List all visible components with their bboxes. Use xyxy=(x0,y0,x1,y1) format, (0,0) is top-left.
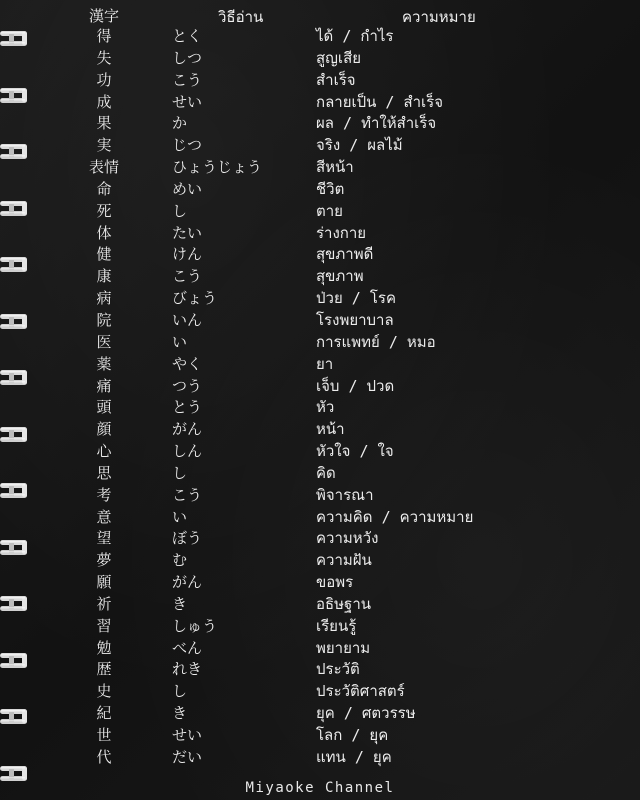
kanji-cell: 痛 xyxy=(96,376,112,395)
list-item xyxy=(0,157,640,179)
kanji-cell: 望 xyxy=(96,529,112,548)
kanji-cell: 実 xyxy=(96,136,112,155)
reading-cell: びょう xyxy=(172,289,218,308)
reading-cell: じつ xyxy=(172,136,203,155)
list-item xyxy=(0,223,640,245)
meaning-cell: ตาย xyxy=(316,201,343,220)
reading-cell: か xyxy=(172,114,188,133)
reading-cell: い xyxy=(172,507,188,526)
meaning-cell: สุขภาพ xyxy=(316,267,364,286)
list-item xyxy=(0,659,640,681)
kanji-cell: 医 xyxy=(96,332,112,351)
kanji-cell: 願 xyxy=(96,573,112,592)
list-item xyxy=(0,550,640,572)
meaning-cell: แทน / ยุค xyxy=(316,747,392,766)
kanji-cell: 勉 xyxy=(96,638,112,657)
reading-cell: しん xyxy=(172,442,203,461)
reading-cell: しつ xyxy=(172,48,203,67)
kanji-cell: 功 xyxy=(96,70,112,89)
kanji-cell: 体 xyxy=(96,223,112,242)
list-item xyxy=(0,70,640,92)
list-item xyxy=(0,638,640,660)
list-item xyxy=(0,354,640,376)
kanji-cell: 成 xyxy=(96,92,112,111)
meaning-cell: อธิษฐาน xyxy=(316,594,372,613)
reading-cell: ひょうじょう xyxy=(172,158,263,177)
meaning-cell: การแพทย์ / หมอ xyxy=(316,332,436,351)
reading-cell: がん xyxy=(172,420,203,439)
list-item xyxy=(0,397,640,419)
list-item xyxy=(0,419,640,441)
header-meaning: ความหมาย xyxy=(402,8,476,26)
list-item xyxy=(0,376,640,398)
meaning-cell: ป่วย / โรค xyxy=(316,289,396,308)
reading-cell: とく xyxy=(172,27,203,45)
reading-cell: たい xyxy=(172,223,203,242)
meaning-cell: เรียนรู้ xyxy=(316,616,357,635)
meaning-cell: ผล / ทำให้สำเร็จ xyxy=(316,114,437,133)
reading-cell: べん xyxy=(172,638,203,657)
channel-credit: Miyaoke Channel xyxy=(245,780,395,796)
meaning-cell: คิด xyxy=(316,463,336,482)
meaning-cell: สีหน้า xyxy=(316,158,354,177)
kanji-cell: 心 xyxy=(96,442,112,461)
list-item xyxy=(0,332,640,354)
list-item xyxy=(0,48,640,70)
list-item xyxy=(0,507,640,529)
meaning-cell: หัว xyxy=(316,398,335,417)
kanji-cell: 命 xyxy=(96,179,112,198)
list-item xyxy=(0,26,640,48)
list-item xyxy=(0,113,640,135)
list-item xyxy=(0,528,640,550)
meaning-cell: พยายาม xyxy=(316,638,371,657)
vocabulary-list xyxy=(0,26,640,769)
meaning-cell: จริง / ผลไม้ xyxy=(316,136,403,155)
meaning-cell: พิจารณา xyxy=(316,485,374,504)
list-item xyxy=(0,310,640,332)
reading-cell: い xyxy=(172,332,188,351)
list-item xyxy=(0,616,640,638)
header-reading: วิธีอ่าน xyxy=(218,8,264,26)
list-item xyxy=(0,463,640,485)
reading-cell: き xyxy=(172,704,188,723)
list-item xyxy=(0,485,640,507)
reading-cell: し xyxy=(172,682,188,701)
reading-cell: けん xyxy=(172,245,203,264)
reading-cell: つう xyxy=(172,376,203,395)
meaning-cell: โรงพยาบาล xyxy=(316,310,394,329)
kanji-cell: 院 xyxy=(96,310,112,329)
reading-cell: しゅう xyxy=(172,616,218,635)
meaning-cell: เจ็บ / ปวด xyxy=(316,376,395,395)
meaning-cell: หัวใจ / ใจ xyxy=(316,442,394,461)
reading-cell: こう xyxy=(172,485,203,504)
reading-cell: やく xyxy=(172,354,203,373)
list-item xyxy=(0,441,640,463)
header-kanji: 漢字 xyxy=(88,7,119,25)
kanji-cell: 祈 xyxy=(96,594,112,613)
kanji-cell: 健 xyxy=(96,245,112,264)
reading-cell: こう xyxy=(172,267,203,286)
kanji-cell: 思 xyxy=(96,463,112,482)
kanji-cell: 表情 xyxy=(88,158,119,177)
list-item xyxy=(0,594,640,616)
meaning-cell: ประวัติ xyxy=(316,660,360,679)
meaning-cell: กลายเป็น / สำเร็จ xyxy=(316,92,444,111)
reading-cell: れき xyxy=(172,660,203,679)
list-item xyxy=(0,747,640,769)
kanji-cell: 失 xyxy=(96,48,112,67)
kanji-cell: 頭 xyxy=(96,398,112,417)
list-item xyxy=(0,572,640,594)
list-item xyxy=(0,201,640,223)
kanji-cell: 習 xyxy=(96,616,112,635)
reading-cell: とう xyxy=(172,398,203,417)
reading-cell: し xyxy=(172,201,188,220)
kanji-cell: 顔 xyxy=(96,420,112,439)
list-item xyxy=(0,179,640,201)
meaning-cell: ความฝัน xyxy=(316,551,372,570)
kanji-cell: 病 xyxy=(96,289,112,308)
reading-cell: がん xyxy=(172,573,203,592)
meaning-cell: ความหวัง xyxy=(316,529,379,548)
meaning-cell: โลก / ยุค xyxy=(316,726,389,744)
kanji-cell: 歴 xyxy=(96,660,112,679)
meaning-cell: ยุค / ศตวรรษ xyxy=(316,704,416,723)
kanji-cell: 代 xyxy=(96,747,112,766)
kanji-cell: 薬 xyxy=(96,354,112,373)
reading-cell: だい xyxy=(172,747,203,766)
reading-cell: し xyxy=(172,463,188,482)
meaning-cell: สำเร็จ xyxy=(316,70,356,89)
reading-cell: こう xyxy=(172,70,203,89)
meaning-cell: ชีวิต xyxy=(316,179,345,198)
kanji-cell: 康 xyxy=(96,267,112,286)
meaning-cell: หน้า xyxy=(316,420,345,439)
kanji-cell: 考 xyxy=(96,485,112,504)
meaning-cell: ได้ / กำไร xyxy=(316,27,394,45)
meaning-cell: ขอพร xyxy=(316,573,354,592)
reading-cell: む xyxy=(172,551,188,570)
kanji-cell: 得 xyxy=(96,27,112,45)
reading-cell: ぼう xyxy=(172,529,203,548)
meaning-cell: ความคิด / ความหมาย xyxy=(316,507,474,526)
reading-cell: せい xyxy=(172,92,203,111)
meaning-cell: ประวัติศาสตร์ xyxy=(316,682,405,701)
reading-cell: せい xyxy=(172,726,203,744)
reading-cell: めい xyxy=(172,179,203,198)
list-item xyxy=(0,288,640,310)
meaning-cell: สุขภาพดี xyxy=(316,245,374,264)
kanji-cell: 夢 xyxy=(96,551,112,570)
list-item xyxy=(0,681,640,703)
list-item xyxy=(0,244,640,266)
meaning-cell: สูญเสีย xyxy=(316,48,362,67)
reading-cell: いん xyxy=(172,310,203,329)
kanji-cell: 死 xyxy=(96,201,112,220)
reading-cell: き xyxy=(172,594,188,613)
table-header xyxy=(0,5,640,27)
kanji-cell: 世 xyxy=(96,726,112,744)
list-item xyxy=(0,135,640,157)
list-item xyxy=(0,703,640,725)
meaning-cell: ยา xyxy=(316,354,334,373)
list-item xyxy=(0,92,640,114)
list-item xyxy=(0,725,640,747)
meaning-cell: ร่างกาย xyxy=(316,223,367,242)
kanji-cell: 史 xyxy=(96,682,112,701)
list-item xyxy=(0,266,640,288)
kanji-cell: 果 xyxy=(96,114,112,133)
kanji-cell: 意 xyxy=(96,507,112,526)
kanji-cell: 紀 xyxy=(96,704,112,723)
